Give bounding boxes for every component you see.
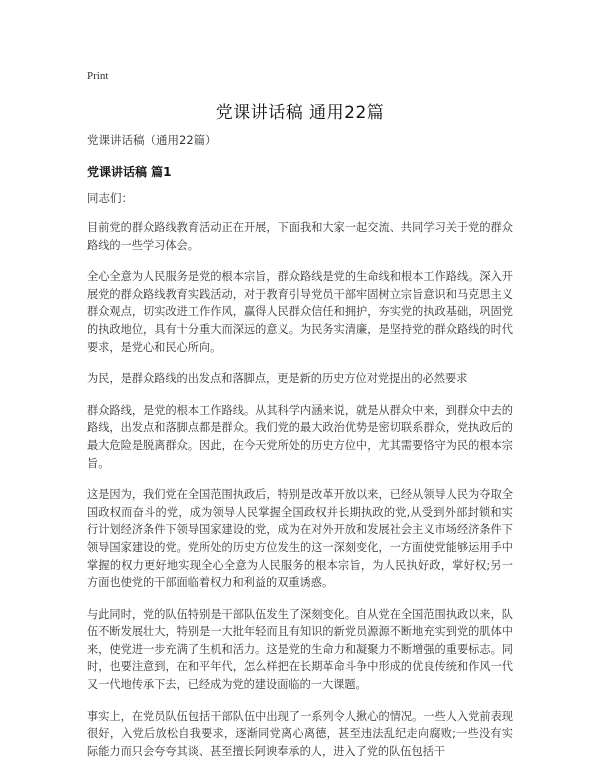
- greeting: 同志们：: [87, 191, 133, 205]
- paragraph: 为民，是群众路线的出发点和落脚点，更是新的历史方位对党提出的必然要求: [87, 372, 468, 386]
- document-subtitle: 党课讲话稿（通用22篇）: [87, 133, 217, 147]
- paragraph: 全心全意为人民服务是党的根本宗旨，群众路线是党的生命线和根本工作路线。深入开展党的群众路线教育实践活动，对于教育引导党员干部牢固树立宗旨意识和马克思主义群众观点，切实改进工作作风，赢得人民群众信任和拥护，夯实党的执政基础，巩固党的执政地位，具有十分重大而深远的意义。为民务实清廉，是坚持党的群众路线的时代要求，是党心和民心所向。: [87, 270, 513, 354]
- paragraph: 群众路线，是党的根本工作路线。从其科学内涵来说，就是从群众中来，到群众中去的路线，出发点和落脚点都是群众。我们党的最大政治优势是密切联系群众，党执政后的最大危险是脱离群众。因此，在今天党所处的历史方位中，尤其需要恪守为民的根本宗旨。: [87, 403, 513, 470]
- paragraph: 这是因为，我们党在全国范围执政后，特别是改革开放以来，已经从领导人民为夺取全国政权而奋斗的党，成为领导人民掌握全国政权并长期执政的党,从受到外部封锁和实行计划经济条件下领导国家建设的党，成为在对外开放和发展社会主义市场经济条件下领导国家建设的党。党所处的历史方位发生的这一深刻变化，一方面使党能够运用手中掌握的权力更好地实现全心全意为人民服务的根本宗旨，为人民执好政，掌好权;另一方面也使党的干部面临着权力和利益的双重诱惑。: [87, 488, 513, 590]
- document-body: [87, 132, 513, 774]
- print-link[interactable]: Print: [87, 70, 109, 82]
- paragraph: 与此同时，党的队伍特别是干部队伍发生了深刻变化。自从党在全国范围执政以来，队伍不断发展壮大，特别是一大批年轻而且有知识的新党员源源不断地充实到党的肌体中来，使党进一步充满了生机和活力。这是党的生命力和凝聚力不断增强的重要标志。同时，也要注意到，在和平年代，怎么样把在长期革命斗争中形成的优良传统和作风一代又一代地传承下去，已经成为党的建设面临的一大课题。: [87, 607, 513, 692]
- document-title: 党课讲话稿 通用22篇: [215, 103, 385, 123]
- paragraph: 事实上，在党员队伍包括干部队伍中出现了一系列令人揪心的情况。一些人入党前表现很好，入党后放松自我要求，逐渐同党离心离德，甚至违法乱纪走向腐败;一些没有实际能力而只会夸夸其谈、甚至擅长阿谀奉承的人，进入了党的队伍包括干: [87, 709, 513, 758]
- paragraph: 目前党的群众路线教育活动正在开展，下面我和大家一起交流、共同学习关于党的群众路线的一些学习体会。: [87, 221, 513, 252]
- section-heading: 党课讲话稿 篇1: [87, 165, 172, 179]
